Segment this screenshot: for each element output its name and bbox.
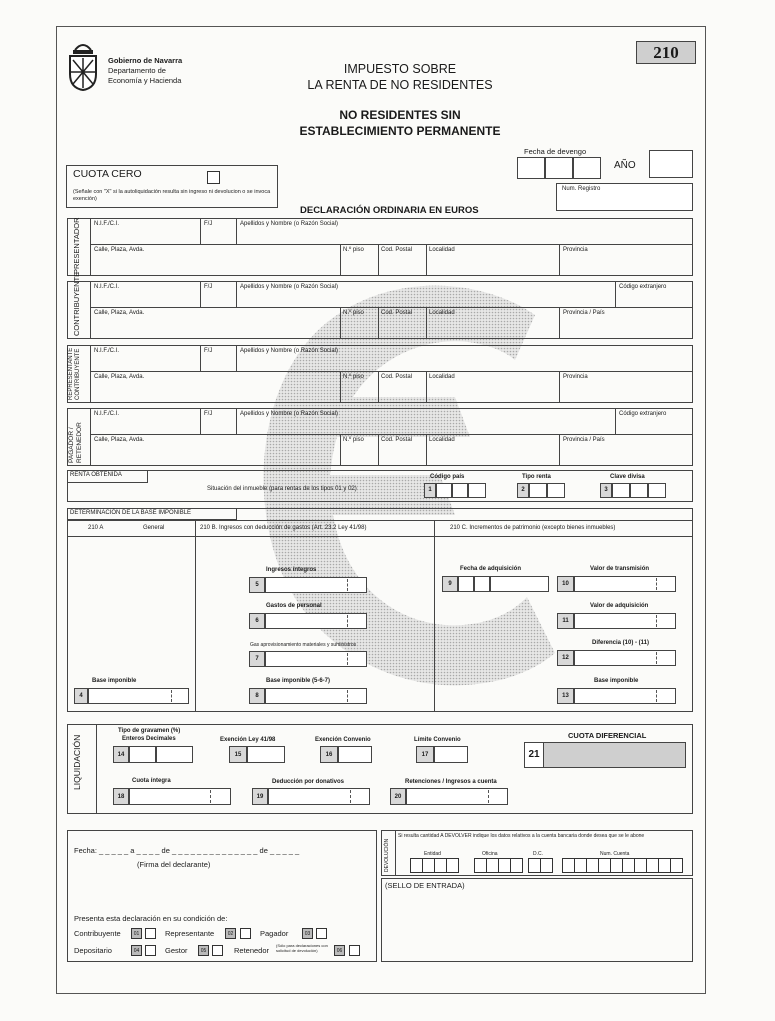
bank-account-grid[interactable]: [410, 858, 690, 874]
num-21: 21: [524, 742, 544, 768]
num-13: 13: [557, 688, 574, 704]
gastos2-label: Gas aprovisionamiento materiales y suministros: [250, 642, 357, 648]
devolucion-text: Si resulta cantidad A DEVOLVER indique los datos relativos a la cuenta bancaria donde desea que se le abone: [398, 833, 645, 839]
anio-field[interactable]: [649, 150, 693, 178]
fecha-devengo-label: Fecha de devengo: [524, 147, 587, 156]
valor-trans-label: Valor de transmisión: [590, 566, 650, 572]
col-a2-label: General: [143, 525, 165, 531]
num-15: 15: [229, 746, 247, 763]
num-18: 18: [113, 788, 129, 805]
gastos2-field[interactable]: [265, 651, 367, 667]
num-10: 10: [557, 576, 574, 592]
title-line1: IMPUESTO SOBRE: [343, 62, 457, 76]
presentador-cp[interactable]: Cod. Postal: [381, 247, 413, 253]
pagador-cp[interactable]: Cod. Postal: [381, 437, 413, 443]
cuota-int-field[interactable]: [129, 788, 231, 805]
representante-fj[interactable]: F/J: [204, 348, 213, 354]
contribuyente-calle[interactable]: Calle, Plaza, Avda.: [94, 310, 145, 316]
presenta-label: Presenta esta declaración en su condición de:: [74, 914, 228, 923]
diferencia-field[interactable]: [574, 650, 676, 666]
num-4: 4: [74, 688, 88, 704]
presentador-provincia[interactable]: Provincia: [563, 247, 588, 253]
codigo-pais-field-a[interactable]: [436, 483, 452, 498]
title-line2: LA RENTA DE NO RESIDENTES: [307, 78, 493, 92]
contribuyente-fj[interactable]: F/J: [204, 284, 213, 290]
codigo-pais-label: Código país: [430, 474, 465, 480]
codigo-pais-field-c[interactable]: [468, 483, 486, 498]
cuota-dif-label: CUOTA DIFERENCIAL: [568, 731, 647, 740]
tipo-renta-label: Tipo renta: [522, 474, 551, 480]
depositario-checkbox[interactable]: [145, 945, 156, 956]
valor-trans-field[interactable]: [574, 576, 676, 592]
base-title: DETERMINACIÓN DE LA BASE IMPONIBLE: [70, 510, 192, 516]
num-7: 7: [249, 651, 265, 667]
fecha-firma[interactable]: Fecha: _ _ _ _ _ a _ _ _ _ de _ _ _ _ _ _ _ _ _ _ _ _ _ _ de _ _ _ _ _: [74, 846, 300, 855]
representante-label: REPRESENTANTE CONTRIBUYENTE: [68, 347, 81, 400]
col-a-label: 210 A: [88, 525, 104, 531]
clave-divisa-label: Clave divisa: [610, 474, 645, 480]
fecha-day[interactable]: [517, 157, 545, 179]
representante-block: [67, 345, 693, 403]
pagador-npiso[interactable]: N.º piso: [343, 437, 364, 443]
gestor-checkbox[interactable]: [212, 945, 223, 956]
devolucion-label: DEVOLUCIÓN: [384, 838, 390, 872]
deduccion-field[interactable]: [268, 788, 370, 805]
tipo-decimales-field[interactable]: [156, 746, 193, 763]
representante-cp[interactable]: Cod. Postal: [381, 374, 413, 380]
col-c-label: 210 C. Incrementos de patrimonio (excepto bienes inmuebles): [450, 525, 616, 531]
divisa-field-c[interactable]: [648, 483, 666, 498]
entidad-label: Entidad: [424, 851, 441, 857]
fecha-adq-y[interactable]: [490, 576, 549, 592]
dc-label: D.C.: [533, 851, 543, 857]
enteros-label: Enteros Decimales: [122, 736, 176, 742]
presentador-npiso[interactable]: N.º piso: [343, 247, 364, 253]
contribuyente-apellidos[interactable]: Apellidos y Nombre (o Razón Social): [240, 284, 339, 290]
renta-title: RENTA OBTENIDA: [70, 472, 122, 478]
fecha-adq-m[interactable]: [474, 576, 490, 592]
base-imp-c-field[interactable]: [574, 688, 676, 704]
num-17: 17: [416, 746, 434, 763]
ingresos-field[interactable]: [265, 577, 367, 593]
oficina-label: Oficina: [482, 851, 498, 857]
base-imp-b-label: Base imponible (5-6-7): [266, 678, 331, 684]
subtitle-line2: ESTABLECIMIENTO PERMANENTE: [299, 124, 501, 138]
exencion-conv-field[interactable]: [338, 746, 372, 763]
depositario-opt-label: Depositario: [74, 946, 112, 955]
diferencia-label: Diferencia (10) - (11): [592, 640, 650, 646]
num-5: 5: [249, 577, 265, 593]
representante-localidad[interactable]: Localidad: [429, 374, 455, 380]
retenciones-field[interactable]: [406, 788, 508, 805]
presentador-block: [67, 218, 693, 276]
renta-situacion: Situación del inmueble (para rentas de los tipos 01 y 02): [207, 486, 357, 492]
num-3: 3: [600, 483, 612, 498]
pagador-calle[interactable]: Calle, Plaza, Avda.: [94, 437, 145, 443]
pagador-opt-label: Pagador: [260, 929, 289, 938]
num-16: 16: [320, 746, 338, 763]
fecha-month[interactable]: [545, 157, 573, 179]
contribuyente-nif[interactable]: N.I.F./C.I.: [94, 284, 120, 290]
num-1: 1: [424, 483, 436, 498]
navarra-shield-logo: [67, 40, 99, 92]
pagador-provincia[interactable]: Provincia / País: [563, 437, 605, 443]
exencion-ley-field[interactable]: [247, 746, 285, 763]
num-12: 12: [557, 650, 574, 666]
pagador-localidad[interactable]: Localidad: [429, 437, 455, 443]
retenedor-note: (Sólo para declaraciones con solicitud de devolución): [276, 943, 328, 953]
base-imp-a-label: Base imponible: [92, 678, 137, 684]
num-8: 8: [249, 688, 265, 704]
valor-adq-label: Valor de adquisición: [590, 603, 649, 609]
representante-npiso[interactable]: N.º piso: [343, 374, 364, 380]
num-19: 19: [252, 788, 268, 805]
deduccion-label: Deducción por donativos: [272, 779, 345, 785]
representante-code: 02: [225, 928, 236, 939]
limite-field[interactable]: [434, 746, 468, 763]
firma-label: (Firma del declarante): [137, 860, 211, 869]
presentador-apellidos[interactable]: Apellidos y Nombre (o Razón Social): [240, 221, 339, 227]
org-line2: Departamento de: [108, 66, 166, 75]
num-2: 2: [517, 483, 529, 498]
gestor-opt-label: Gestor: [165, 946, 188, 955]
contribuyente-checkbox[interactable]: [145, 928, 156, 939]
presentador-localidad[interactable]: Localidad: [429, 247, 455, 253]
contribuyente-provincia[interactable]: Provincia / País: [563, 310, 605, 316]
tipo-renta-field-a[interactable]: [529, 483, 547, 498]
presentador-fj[interactable]: F/J: [204, 221, 213, 227]
representante-checkbox[interactable]: [240, 928, 251, 939]
ingresos-label: Ingresos íntegros: [266, 567, 317, 573]
base-imp-c-label: Base imponible: [594, 678, 639, 684]
presentador-nif[interactable]: N.I.F./C.I.: [94, 221, 120, 227]
retenedor-checkbox[interactable]: [349, 945, 360, 956]
pagador-label: PAGADOR / RETENEDOR: [68, 422, 83, 463]
declaracion-title: DECLARACIÓN ORDINARIA EN EUROS: [300, 205, 479, 216]
num-20: 20: [390, 788, 406, 805]
contribuyente-code: 01: [131, 928, 142, 939]
presentador-label: PRESENTADOR: [72, 217, 81, 274]
representante-apellidos[interactable]: Apellidos y Nombre (o Razón Social): [240, 348, 339, 354]
cuota-cero-title: CUOTA CERO: [73, 168, 142, 180]
exencion-ley-label: Exención Ley 41/98: [220, 737, 276, 743]
anio-label: AÑO: [614, 160, 636, 171]
retenedor-code: 06: [334, 945, 345, 956]
pagador-checkbox[interactable]: [316, 928, 327, 939]
representante-provincia[interactable]: Provincia: [563, 374, 588, 380]
contribuyente-opt-label: Contribuyente: [74, 929, 121, 938]
num-14: 14: [113, 746, 129, 763]
num-cuenta-label: Num. Cuenta: [600, 851, 630, 857]
fecha-adq-label: Fecha de adquisición: [460, 566, 522, 572]
fecha-year[interactable]: [573, 157, 601, 179]
contribuyente-label: CONTRIBUYENTE: [72, 271, 81, 336]
base-imp-b-field[interactable]: [265, 688, 367, 704]
model-number: 210: [636, 41, 696, 64]
gestor-code: 05: [198, 945, 209, 956]
cuota-int-label: Cuota íntegra: [132, 778, 171, 784]
retenciones-label: Retenciones / Ingresos a cuenta: [405, 779, 497, 785]
org-line1: Gobierno de Navarra: [108, 56, 183, 65]
base-imp-a-field[interactable]: [88, 688, 189, 704]
org-line3: Economía y Hacienda: [108, 76, 182, 85]
pagador-fj[interactable]: F/J: [204, 411, 213, 417]
gastos-label: Gastos de personal: [266, 603, 322, 609]
exencion-conv-label: Exención Convenio: [315, 737, 371, 743]
cuota-cero-checkbox[interactable]: [207, 171, 220, 184]
contribuyente-cod-ext[interactable]: Código extranjero: [619, 284, 667, 290]
cuota-dif-field[interactable]: [524, 742, 686, 768]
num-registro-label: Num. Registro: [562, 186, 601, 192]
fecha-adq-d[interactable]: [458, 576, 474, 592]
pagador-cod-ext[interactable]: Código extranjero: [619, 411, 667, 417]
subtitle-line1: NO RESIDENTES SIN: [339, 108, 461, 122]
sello-block: [381, 878, 693, 962]
presentador-calle[interactable]: Calle, Plaza, Avda.: [94, 247, 145, 253]
cuota-cero-note: (Señale con "X" si la autoliquidación resulta sin ingreso ni devolucion o se invoca exención): [73, 189, 271, 202]
num-11: 11: [557, 613, 574, 629]
gastos-field[interactable]: [265, 613, 367, 629]
contribuyente-npiso[interactable]: N.º piso: [343, 310, 364, 316]
sello-label: (SELLO DE ENTRADA): [385, 881, 465, 890]
tipo-renta-field-b[interactable]: [547, 483, 565, 498]
divisa-field-a[interactable]: [612, 483, 630, 498]
representante-calle[interactable]: Calle, Plaza, Avda.: [94, 374, 145, 380]
liquidacion-label: LIQUIDACIÓN: [72, 734, 82, 790]
num-6: 6: [249, 613, 265, 629]
contribuyente-cp[interactable]: Cod. Postal: [381, 310, 413, 316]
contribuyente-localidad[interactable]: Localidad: [429, 310, 455, 316]
tipo-enteros-field[interactable]: [129, 746, 156, 763]
representante-nif[interactable]: N.I.F./C.I.: [94, 348, 120, 354]
representante-opt-label: Representante: [165, 929, 215, 938]
col-b-label: 210 B. Ingresos con deducción de gastos (Art. 23.2 Ley 41/98): [200, 525, 367, 531]
num-9: 9: [442, 576, 458, 592]
retenedor-opt-label: Retenedor: [234, 946, 270, 955]
divisa-field-b[interactable]: [630, 483, 648, 498]
valor-adq-field[interactable]: [574, 613, 676, 629]
depositario-code: 04: [131, 945, 142, 956]
pagador-nif[interactable]: N.I.F./C.I.: [94, 411, 120, 417]
tipo-label: Tipo de gravamen (%): [118, 728, 181, 734]
codigo-pais-field-b[interactable]: [452, 483, 468, 498]
pagador-code: 03: [302, 928, 313, 939]
limite-label: Límite Convenio: [414, 737, 461, 743]
pagador-apellidos[interactable]: Apellidos y Nombre (o Razón Social): [240, 411, 339, 417]
